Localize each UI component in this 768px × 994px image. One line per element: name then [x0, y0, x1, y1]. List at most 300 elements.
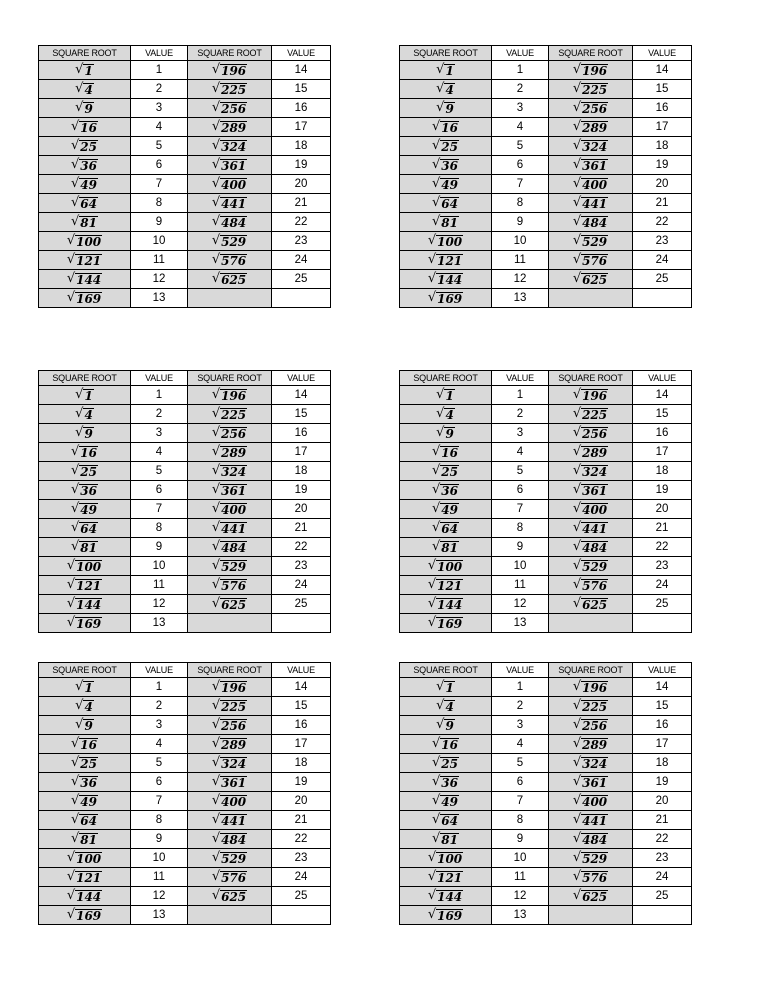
radical-expression: [212, 102, 247, 116]
radical-expression: [212, 408, 247, 422]
left-square-root-cell: [400, 405, 492, 424]
left-square-root-cell: [39, 118, 131, 137]
table-row: [39, 792, 331, 811]
radical-sign-icon: √: [572, 195, 582, 210]
left-value-cell: 9: [492, 213, 549, 232]
radicand: 225: [582, 700, 608, 714]
radical-sign-icon: √: [436, 717, 445, 732]
right-square-root-cell: [549, 868, 633, 887]
radical-sign-icon: √: [71, 195, 80, 210]
radical-expression: [212, 254, 247, 268]
right-square-root-cell: [549, 251, 633, 270]
radical-expression: [573, 273, 608, 287]
radical-expression: [432, 178, 459, 192]
radical-expression: [428, 560, 463, 574]
radical-expression: [212, 871, 247, 885]
left-square-root-cell: [39, 481, 131, 500]
radicand: 441: [582, 197, 608, 211]
radical-sign-icon: √: [432, 214, 441, 229]
radical-expression: [432, 757, 459, 771]
radical-sign-icon: √: [211, 425, 221, 440]
radical-expression: [436, 719, 455, 733]
square-root-header: SQUARE ROOT: [39, 46, 131, 61]
right-value-cell: 19: [272, 773, 331, 792]
left-square-root-cell: [39, 462, 131, 481]
radical-sign-icon: √: [71, 176, 80, 191]
radical-expression: [432, 814, 459, 828]
right-square-root-cell: [549, 678, 633, 697]
radical-expression: [212, 890, 247, 904]
radical-expression: [212, 833, 247, 847]
value-header: VALUE: [272, 663, 331, 678]
table-row: [400, 557, 692, 576]
left-value-cell: 1: [492, 678, 549, 697]
right-square-root-cell: [188, 213, 272, 232]
radical-expression: [428, 871, 463, 885]
radicand: 64: [441, 522, 458, 536]
radical-expression: [432, 503, 459, 517]
radical-sign-icon: √: [211, 717, 221, 732]
left-square-root-cell: [39, 80, 131, 99]
right-value-cell: 20: [272, 792, 331, 811]
radical-expression: [432, 795, 459, 809]
value-header: VALUE: [633, 371, 692, 386]
radicand: 625: [582, 890, 608, 904]
left-value-cell: 7: [492, 500, 549, 519]
radicand: 49: [441, 503, 458, 517]
radical-expression: [212, 389, 247, 403]
radical-expression: [67, 852, 102, 866]
right-square-root-cell: [549, 118, 633, 137]
right-square-root-cell: [188, 500, 272, 519]
radical-expression: [212, 427, 247, 441]
radicand: 225: [582, 408, 608, 422]
radicand: 576: [221, 254, 247, 268]
header-row: [39, 46, 331, 61]
right-square-root-cell: [549, 735, 633, 754]
radicand: 49: [80, 503, 97, 517]
radicand: 324: [221, 140, 247, 154]
radical-expression: [573, 427, 608, 441]
radical-sign-icon: √: [75, 679, 84, 694]
left-square-root-cell: [39, 156, 131, 175]
radical-expression: [212, 814, 247, 828]
right-value-cell: [633, 614, 692, 633]
radical-expression: [212, 140, 247, 154]
radicand: 225: [221, 408, 247, 422]
right-value-cell: 15: [633, 697, 692, 716]
right-square-root-cell: [549, 500, 633, 519]
left-value-cell: 10: [492, 232, 549, 251]
radicand: 484: [582, 541, 608, 555]
radicand: 9: [445, 719, 454, 733]
right-value-cell: 15: [272, 697, 331, 716]
radical-sign-icon: √: [211, 444, 221, 459]
left-value-cell: 4: [131, 735, 188, 754]
left-value-cell: 2: [131, 80, 188, 99]
radical-sign-icon: √: [211, 698, 221, 713]
radical-expression: [67, 273, 102, 287]
radicand: 81: [441, 216, 458, 230]
radical-expression: [212, 503, 247, 517]
table-row: [39, 754, 331, 773]
radical-expression: [573, 83, 608, 97]
left-value-cell: 12: [131, 887, 188, 906]
radical-expression: [212, 197, 247, 211]
square-root-table: [38, 370, 331, 633]
right-value-cell: 23: [272, 849, 331, 868]
radicand: 361: [582, 484, 608, 498]
radicand: 289: [221, 121, 247, 135]
table-row: [400, 118, 692, 137]
left-square-root-cell: [39, 868, 131, 887]
radicand: 4: [84, 408, 93, 422]
right-value-cell: 23: [633, 232, 692, 251]
radical-sign-icon: √: [71, 736, 80, 751]
left-value-cell: 9: [131, 538, 188, 557]
radical-expression: [67, 560, 102, 574]
right-value-cell: 20: [633, 175, 692, 194]
radical-expression: [71, 776, 98, 790]
radical-expression: [212, 235, 247, 249]
radicand: 25: [80, 140, 97, 154]
radical-sign-icon: √: [71, 501, 80, 516]
left-value-cell: 1: [492, 61, 549, 80]
radical-sign-icon: √: [211, 539, 221, 554]
left-square-root-cell: [400, 538, 492, 557]
table-row: [39, 462, 331, 481]
radical-expression: [573, 140, 608, 154]
square-root-header: SQUARE ROOT: [400, 663, 492, 678]
radical-expression: [67, 292, 102, 306]
radicand: 625: [582, 598, 608, 612]
left-value-cell: 6: [131, 156, 188, 175]
right-value-cell: 16: [633, 424, 692, 443]
right-value-cell: 21: [272, 519, 331, 538]
radicand: 256: [221, 427, 247, 441]
radical-expression: [573, 795, 608, 809]
left-square-root-cell: [39, 251, 131, 270]
right-value-cell: 17: [633, 735, 692, 754]
radical-sign-icon: √: [572, 81, 582, 96]
radical-sign-icon: √: [572, 755, 582, 770]
radicand: 36: [441, 484, 458, 498]
radical-sign-icon: √: [71, 793, 80, 808]
radical-expression: [67, 871, 102, 885]
radical-sign-icon: √: [572, 463, 582, 478]
radical-sign-icon: √: [66, 869, 76, 884]
left-square-root-cell: [400, 773, 492, 792]
radical-sign-icon: √: [427, 596, 437, 611]
radical-expression: [75, 102, 94, 116]
left-value-cell: 13: [131, 906, 188, 925]
right-square-root-cell: [549, 595, 633, 614]
left-square-root-cell: [39, 887, 131, 906]
radical-expression: [432, 140, 459, 154]
left-value-cell: 3: [131, 99, 188, 118]
left-square-root-cell: [400, 792, 492, 811]
table-row: [400, 595, 692, 614]
radicand: 16: [441, 446, 458, 460]
radicand: 289: [582, 121, 608, 135]
right-square-root-cell: [549, 462, 633, 481]
radical-expression: [212, 83, 247, 97]
radicand: 196: [221, 681, 247, 695]
radicand: 400: [582, 795, 608, 809]
header-row: [400, 46, 692, 61]
radical-expression: [432, 484, 459, 498]
left-value-cell: 8: [131, 194, 188, 213]
radical-expression: [573, 560, 608, 574]
left-value-cell: 8: [492, 811, 549, 830]
radical-expression: [573, 814, 608, 828]
right-square-root-cell: [549, 792, 633, 811]
radical-sign-icon: √: [572, 252, 582, 267]
right-square-root-cell: [188, 576, 272, 595]
left-square-root-cell: [39, 735, 131, 754]
square-root-table: [38, 662, 331, 925]
left-value-cell: 13: [492, 289, 549, 308]
left-square-root-cell: [400, 678, 492, 697]
radical-expression: [573, 719, 608, 733]
radical-expression: [212, 121, 247, 135]
header-row: [39, 371, 331, 386]
radical-expression: [212, 64, 247, 78]
radicand: 4: [445, 700, 454, 714]
right-value-cell: 23: [272, 557, 331, 576]
radicand: 196: [221, 389, 247, 403]
right-square-root-cell: [188, 830, 272, 849]
radical-expression: [573, 890, 608, 904]
left-value-cell: 11: [131, 576, 188, 595]
right-square-root-cell: [188, 868, 272, 887]
table-row: [400, 716, 692, 735]
radical-expression: [212, 579, 247, 593]
radicand: 144: [437, 890, 463, 904]
radical-expression: [71, 522, 98, 536]
table-row: [400, 887, 692, 906]
right-square-root-cell: [188, 270, 272, 289]
radical-expression: [428, 292, 463, 306]
radicand: 400: [221, 503, 247, 517]
left-value-cell: 10: [131, 557, 188, 576]
left-square-root-cell: [400, 716, 492, 735]
radical-sign-icon: √: [436, 679, 445, 694]
left-square-root-cell: [39, 99, 131, 118]
radical-expression: [71, 738, 98, 752]
radical-sign-icon: √: [427, 888, 437, 903]
radicand: 16: [80, 738, 97, 752]
table-row: [400, 519, 692, 538]
radicand: 9: [84, 427, 93, 441]
radical-expression: [436, 83, 455, 97]
radical-sign-icon: √: [436, 406, 445, 421]
radical-sign-icon: √: [432, 482, 441, 497]
right-square-root-cell: [188, 289, 272, 308]
right-value-cell: 23: [633, 849, 692, 868]
left-value-cell: 7: [131, 792, 188, 811]
left-value-cell: 5: [131, 462, 188, 481]
table-row: [39, 595, 331, 614]
right-square-root-cell: [549, 519, 633, 538]
left-square-root-cell: [400, 811, 492, 830]
radical-sign-icon: √: [66, 271, 76, 286]
radical-sign-icon: √: [71, 539, 80, 554]
radicand: 400: [221, 178, 247, 192]
table-row: [400, 61, 692, 80]
radicand: 64: [80, 522, 97, 536]
left-square-root-cell: [39, 500, 131, 519]
left-value-cell: 8: [492, 194, 549, 213]
right-square-root-cell: [188, 462, 272, 481]
right-square-root-cell: [188, 424, 272, 443]
right-value-cell: 14: [633, 386, 692, 405]
square-root-table-copy-3: [38, 370, 331, 633]
radical-expression: [573, 159, 608, 173]
right-value-cell: 16: [272, 424, 331, 443]
radical-expression: [71, 503, 98, 517]
table-row: [400, 289, 692, 308]
right-square-root-cell: [549, 887, 633, 906]
radical-sign-icon: √: [211, 252, 221, 267]
table-row: [39, 251, 331, 270]
radical-expression: [432, 121, 459, 135]
right-square-root-cell: [188, 557, 272, 576]
radicand: 25: [80, 757, 97, 771]
table-row: [39, 175, 331, 194]
radical-expression: [428, 273, 463, 287]
radical-sign-icon: √: [432, 444, 441, 459]
radical-expression: [71, 178, 98, 192]
radical-expression: [67, 890, 102, 904]
radical-expression: [71, 484, 98, 498]
radical-sign-icon: √: [432, 793, 441, 808]
radical-sign-icon: √: [211, 387, 221, 402]
radicand: 625: [221, 598, 247, 612]
right-value-cell: 16: [633, 99, 692, 118]
left-square-root-cell: [39, 194, 131, 213]
radicand: 625: [582, 273, 608, 287]
left-value-cell: 1: [492, 386, 549, 405]
radical-sign-icon: √: [427, 907, 437, 922]
radicand: 484: [221, 833, 247, 847]
left-value-cell: 3: [131, 424, 188, 443]
table-row: [39, 137, 331, 156]
square-root-header: SQUARE ROOT: [549, 663, 633, 678]
left-square-root-cell: [39, 849, 131, 868]
radical-expression: [212, 681, 247, 695]
radicand: 144: [76, 890, 102, 904]
radicand: 4: [445, 408, 454, 422]
radicand: 400: [582, 503, 608, 517]
radicand: 324: [221, 465, 247, 479]
radicand: 400: [221, 795, 247, 809]
right-square-root-cell: [188, 678, 272, 697]
radical-sign-icon: √: [572, 138, 582, 153]
radicand: 529: [582, 235, 608, 249]
right-square-root-cell: [549, 557, 633, 576]
left-square-root-cell: [39, 811, 131, 830]
left-square-root-cell: [400, 697, 492, 716]
radical-sign-icon: √: [71, 774, 80, 789]
left-value-cell: 11: [492, 868, 549, 887]
right-value-cell: 25: [633, 887, 692, 906]
radical-sign-icon: √: [432, 138, 441, 153]
radical-sign-icon: √: [75, 387, 84, 402]
table-row: [39, 811, 331, 830]
radicand: 9: [84, 102, 93, 116]
radical-sign-icon: √: [572, 214, 582, 229]
radicand: 64: [441, 814, 458, 828]
radical-expression: [67, 598, 102, 612]
radicand: 256: [582, 719, 608, 733]
radical-sign-icon: √: [572, 793, 582, 808]
square-root-header: SQUARE ROOT: [549, 371, 633, 386]
left-value-cell: 1: [131, 678, 188, 697]
radical-expression: [573, 776, 608, 790]
radical-sign-icon: √: [66, 290, 76, 305]
left-square-root-cell: [39, 232, 131, 251]
right-value-cell: 15: [272, 405, 331, 424]
radical-sign-icon: √: [572, 157, 582, 172]
radical-sign-icon: √: [211, 176, 221, 191]
radicand: 1: [445, 681, 454, 695]
radicand: 100: [437, 560, 463, 574]
square-root-table: [399, 370, 692, 633]
radical-sign-icon: √: [211, 869, 221, 884]
radicand: 484: [582, 833, 608, 847]
radical-sign-icon: √: [432, 157, 441, 172]
left-value-cell: 10: [131, 232, 188, 251]
radical-sign-icon: √: [572, 482, 582, 497]
radicand: 289: [582, 738, 608, 752]
radical-expression: [573, 522, 608, 536]
right-square-root-cell: [188, 80, 272, 99]
radical-sign-icon: √: [572, 558, 582, 573]
radicand: 169: [437, 292, 463, 306]
radical-expression: [67, 909, 102, 923]
radical-expression: [428, 235, 463, 249]
left-square-root-cell: [400, 424, 492, 443]
radicand: 81: [80, 541, 97, 555]
square-root-table-copy-4: [399, 370, 692, 633]
left-value-cell: 9: [492, 538, 549, 557]
radical-expression: [573, 121, 608, 135]
radical-expression: [212, 757, 247, 771]
left-square-root-cell: [39, 716, 131, 735]
radical-sign-icon: √: [71, 755, 80, 770]
radicand: 441: [221, 522, 247, 536]
left-square-root-cell: [39, 792, 131, 811]
radical-expression: [436, 64, 455, 78]
radical-sign-icon: √: [211, 736, 221, 751]
radicand: 441: [221, 814, 247, 828]
left-value-cell: 2: [131, 405, 188, 424]
radical-sign-icon: √: [572, 812, 582, 827]
table-row: [39, 614, 331, 633]
left-value-cell: 13: [131, 289, 188, 308]
left-value-cell: 7: [492, 175, 549, 194]
radical-sign-icon: √: [211, 577, 221, 592]
radicand: 25: [441, 465, 458, 479]
radical-sign-icon: √: [211, 812, 221, 827]
table-row: [39, 213, 331, 232]
left-square-root-cell: [39, 754, 131, 773]
radicand: 1: [445, 389, 454, 403]
square-root-header: SQUARE ROOT: [39, 663, 131, 678]
radical-sign-icon: √: [432, 812, 441, 827]
radical-sign-icon: √: [71, 214, 80, 229]
